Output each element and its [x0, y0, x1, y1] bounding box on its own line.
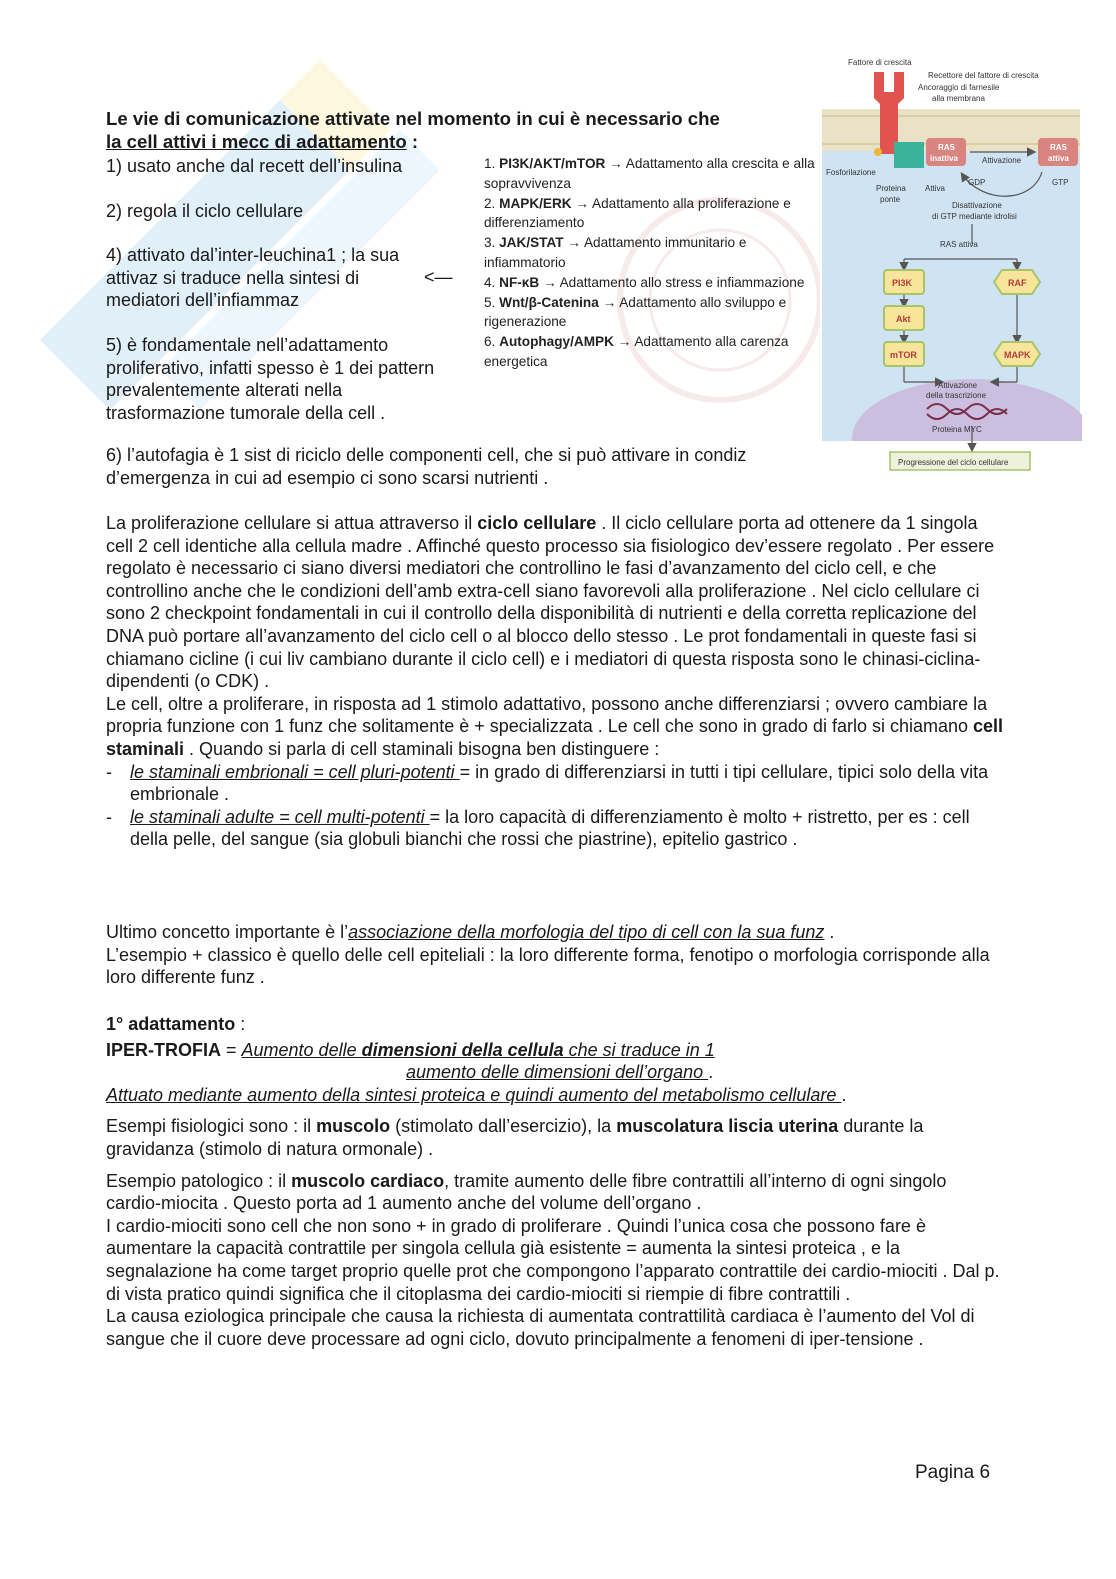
svg-text:MAPK: MAPK: [1004, 350, 1031, 360]
pathway-item: 1. PI3K/AKT/mTOR → Adattamento alla crescita e alla sopravvivenza: [484, 156, 815, 191]
hypertrophy-def-3: Attuato mediante aumento della sintesi proteica e quindi aumento del metabolismo cellulare .: [106, 1084, 847, 1105]
note-2: 2) regola il ciclo cellulare: [106, 200, 304, 221]
bridge-protein: [894, 142, 924, 168]
pathway-item: 2. MAPK/ERK → Adattamento alla proliferazione e differenziamento: [484, 195, 791, 231]
svg-text:GDP: GDP: [968, 178, 986, 187]
pathway-item: 5. Wnt/β-Catenina → Adattamento allo sviluppo e rigenerazione: [484, 294, 787, 330]
pathway-item: 3. JAK/STAT → Adattamento immunitario e infiammatorio: [484, 235, 747, 270]
hypertrophy-title: IPER-TROFIA = Aumento delle dimensioni della cellula che si traduce in 1: [106, 1039, 715, 1060]
section-heading: [106, 107, 806, 153]
paragraph-morphology: Ultimo concetto importante è l’associazione della morfologia del tipo di cell con la sua funz .: [106, 922, 835, 942]
left-notes: [106, 155, 456, 424]
hypertrophy-def-2: aumento delle dimensioni dell’organo .: [406, 1062, 714, 1083]
svg-text:Akt: Akt: [896, 314, 911, 324]
svg-text:Attivazione: Attivazione: [982, 156, 1022, 165]
paragraph-etiology: La causa eziologica principale che causa la richiesta di aumentata contrattilità cardiaca è l’aumento del Vol di sangue che il cuore deve processare ad ogni ciclo, dovuto principalmente a fenomeni di iper-tensione .: [106, 1306, 975, 1349]
page-number: Pagina 6: [915, 1462, 991, 1483]
paragraph-epithelial: L’esempio + classico è quello delle cell epiteliali : la loro differente forma, fenotipo o morfologia corrisponde alla loro differente funz .: [106, 944, 990, 988]
svg-text:Progressione del ciclo cellula: Progressione del ciclo cellulare: [898, 458, 1009, 467]
arrow-left-icon: <—: [424, 267, 453, 287]
svg-text:Ancoraggio di farnesile: Ancoraggio di farnesile: [918, 83, 1000, 92]
note-4: 4) attivato dal’inter-leuchina1 ; la sua attivaz si traduce nella sintesi di mediatori dell’infiammaz: [106, 245, 400, 311]
note-6: [106, 444, 796, 489]
pathway-list: [484, 154, 824, 372]
ras-signaling-diagram: [822, 54, 1082, 474]
svg-text:inattiva: inattiva: [930, 154, 959, 163]
paragraph-physiological: Esempi fisiologici sono : il muscolo (stimolato dall’esercizio), la muscolatura liscia uterina durante la gravidanza (stimolo di natura ormonale) .: [106, 1116, 924, 1159]
hypertrophy-block: [106, 1013, 1006, 1350]
list-item: - le staminali adulte = cell multi-potenti = la loro capacità di differenziamento è molto + ristretto, per es : cell della pelle, del sangue (sia globuli bianchi che rossi che piastrine), epitelio gastrico .: [106, 806, 970, 850]
heading-line-1: Le vie di comunicazione attivate nel momento in cui è necessario che: [106, 108, 720, 129]
adaptation-heading: 1° adattamento :: [106, 1014, 246, 1034]
paragraph-cardiomyocytes: I cardio-miociti sono cell che non sono + in grado di proliferare . Quindi l’unica cosa che possono fare è aumentare la capacità contrattile per singola cellula già esistente = aumenta la sintesi proteica , e la segnalazione ha come target proprio quelle prot che compongono l’apparato contrattile dei cardio-miociti . Dal p. di vista pratico quindi significa che il citoplasma dei cardio-miociti si riempie di fibre contrattili .: [106, 1215, 1000, 1304]
paragraph-differentiation: Le cell, oltre a proliferare, in risposta ad 1 stimolo adattativo, possono anche differenziarsi ; ovvero cambiare la propria funzione con 1 funz che solitamente è + specializzata . Le cell che sono in grado di farlo si chiamano cell staminali . Quando si parla di cell staminali bisogna ben distinguere :: [106, 693, 1004, 759]
svg-text:RAS: RAS: [1050, 143, 1067, 152]
paragraph-proliferation: La proliferazione cellulare si attua attraverso il ciclo cellulare . Il ciclo cellulare porta ad ottenere da 1 singola cell 2 cell identiche alla cellula madre . Affinché questo processo sia fisiologico dev’essere regolato . Per essere regolato è necessario ci siano diversi mediatori che controllino le fasi d’avanzamento del ciclo cell, e che controllino anche che le condizioni dell’amb extra-cell siano favorevoli alla proliferazione . Nel ciclo cellulare ci sono 2 checkpoint fondamentali in cui il controllo della disponibilità di nutrienti e della corretta replicazione del DNA può portare all’avanzamento del ciclo cell o al blocco dello stesso . Le prot fondamentali in queste fasi si chiamano cicline (i cui liv cambiano durante il ciclo cell) e i mediatori di questa risposta sono le chinasi-ciclina-dipendenti (o CDK) .: [106, 513, 995, 692]
note-1: 1) usato anche dal recett dell’insulina: [106, 156, 403, 176]
svg-text:della trascrizione: della trascrizione: [926, 391, 987, 400]
spacer: [106, 312, 456, 334]
svg-text:mTOR: mTOR: [890, 350, 917, 360]
svg-text:Disattivazione: Disattivazione: [952, 201, 1002, 210]
note-6-text: 6) l’autofagia è 1 sist di riciclo delle componenti cell, che si può attivare in condiz d’emergenza in cui ad esempio ci sono scarsi nutrienti .: [106, 445, 747, 488]
heading-colon: :: [406, 131, 419, 152]
svg-text:Attiva: Attiva: [925, 184, 946, 193]
svg-text:RAS attiva: RAS attiva: [940, 240, 978, 249]
list-item: - le staminali embrionali = cell pluri-potenti = in grado di differenziarsi in tutti i tipi cellulare, tipici solo della vita embrionale .: [106, 761, 989, 805]
note-5: 5) è fondamentale nell’adattamento proliferativo, infatti spesso è 1 dei pattern prevalentemente alterati nella trasformazione tumorale della cell .: [106, 334, 435, 423]
svg-text:GTP: GTP: [1052, 178, 1069, 187]
pathway-item: 4. NF-κB → Adattamento allo stress e infiammazione: [484, 274, 805, 290]
spacer: [106, 222, 456, 244]
heading-line-2: [106, 130, 806, 153]
svg-text:Proteina: Proteina: [876, 184, 906, 193]
svg-text:Recettore del fattore di cresc: Recettore del fattore di crescita: [928, 71, 1039, 80]
spacer: [106, 178, 456, 200]
svg-text:Fattore di crescita: Fattore di crescita: [848, 58, 912, 67]
paragraph-pathological: Esempio patologico : il muscolo cardiaco, tramite aumento delle fibre contrattili all’interno di ogni singolo cardio-miocita . Questo porta ad 1 aumento anche del volume dell’organo .: [106, 1170, 947, 1214]
svg-text:attiva: attiva: [1048, 154, 1069, 163]
svg-text:Proteina MYC: Proteina MYC: [932, 425, 982, 434]
svg-text:PI3K: PI3K: [892, 278, 913, 288]
heading-underlined: la cell attivi i mecc di adattamento: [106, 131, 407, 152]
svg-text:alla membrana: alla membrana: [932, 94, 985, 103]
svg-text:RAF: RAF: [1008, 278, 1027, 288]
svg-text:Attivazione: Attivazione: [938, 381, 978, 390]
svg-text:RAS: RAS: [938, 143, 955, 152]
svg-text:di GTP mediante idrolisi: di GTP mediante idrolisi: [932, 212, 1017, 221]
morphology-block: [106, 921, 1006, 989]
svg-text:ponte: ponte: [880, 195, 901, 204]
main-body: [106, 512, 1006, 851]
svg-text:Fosforilazione: Fosforilazione: [826, 168, 876, 177]
pathway-item: 6. Autophagy/AMPK → Adattamento alla carenza energetica: [484, 334, 789, 369]
